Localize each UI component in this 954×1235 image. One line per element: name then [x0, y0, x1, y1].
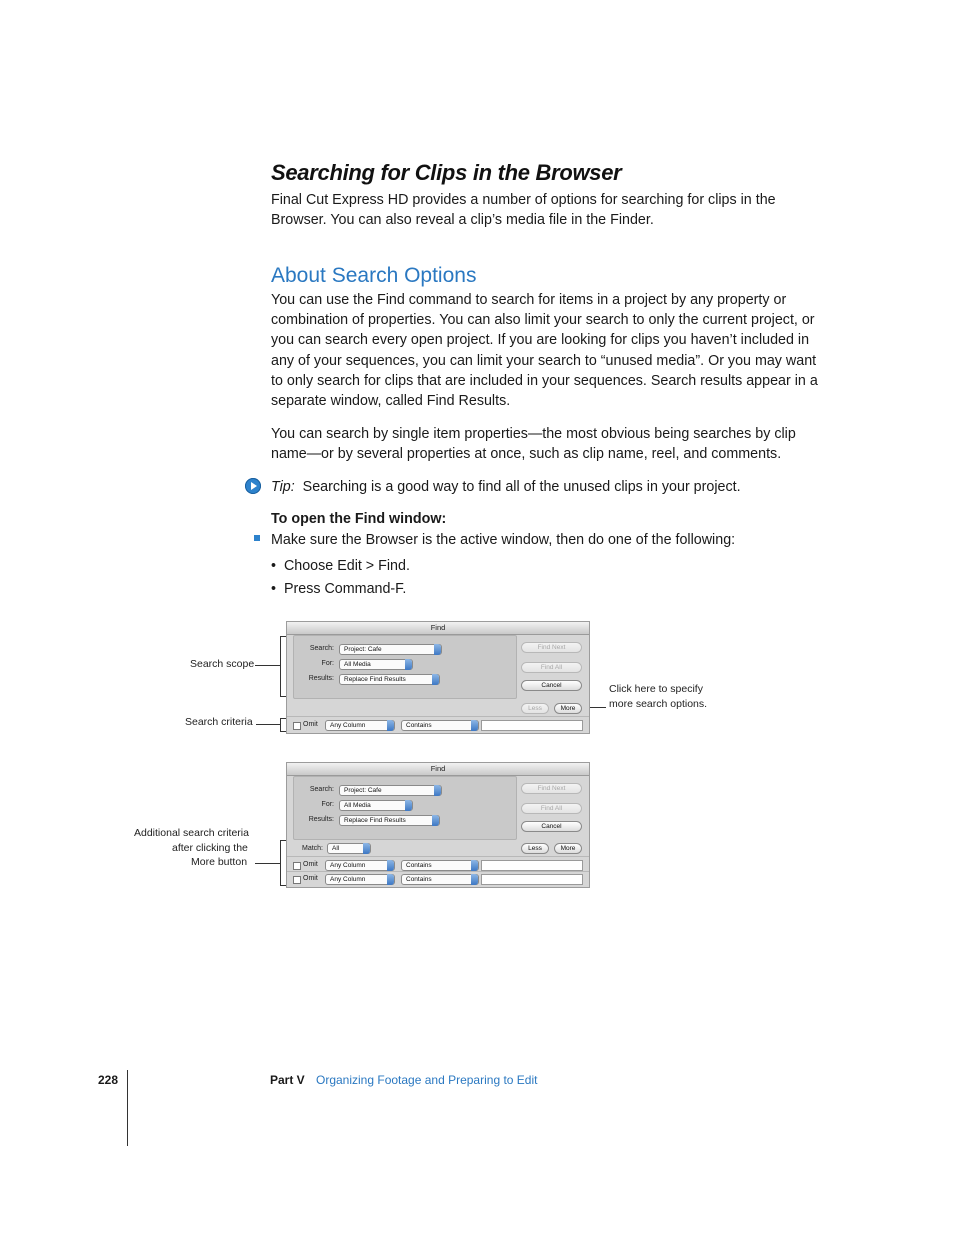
section-intro: Final Cut Express HD provides a number of options for searching for clips in the Browser. You can also reveal a clip’s media file in the Finder. — [271, 192, 776, 229]
search-popup[interactable]: Project: Cafe — [339, 644, 442, 655]
criteria-text-field[interactable] — [481, 720, 583, 731]
contains-popup[interactable]: Contains — [401, 720, 479, 731]
separator — [287, 716, 589, 717]
search-popup[interactable]: Project: Cafe — [339, 785, 442, 796]
callout-more-line2: more search options. — [609, 698, 708, 710]
separator — [287, 871, 589, 872]
footer-rule — [127, 1070, 128, 1146]
subsection-title: About Search Options — [271, 264, 477, 287]
for-popup[interactable]: All Media — [339, 800, 413, 811]
more-button[interactable]: More — [554, 703, 582, 714]
search-label: Search: — [309, 645, 334, 652]
contains-popup[interactable]: Contains — [401, 860, 479, 871]
subsection-paragraph-2: You can search by single item properties—the most obvious being searches by clip name—or by several properties at once, such as clip name, reel, and comments. — [271, 426, 796, 463]
criteria-text-field[interactable] — [481, 874, 583, 885]
callout-line — [255, 665, 280, 666]
find-next-button[interactable]: Find Next — [521, 642, 582, 653]
column-popup[interactable]: Any Column — [325, 874, 395, 885]
option-text: Press Command-F. — [283, 581, 407, 597]
callout-line — [256, 724, 280, 725]
cancel-button[interactable]: Cancel — [521, 680, 582, 691]
search-scope-group — [293, 776, 517, 840]
callout-additional-line3: More button — [191, 856, 248, 868]
omit-checkbox[interactable] — [293, 862, 301, 870]
procedure-option-2: • Press Command-F. — [271, 581, 407, 597]
tip-text: Searching is a good way to find all of the unused clips in your project. — [302, 479, 741, 495]
tip — [271, 477, 831, 497]
procedure-option-1: • Choose Edit > Find. — [271, 558, 410, 574]
omit-label: Omit — [303, 721, 318, 728]
omit-label: Omit — [303, 861, 318, 868]
omit-checkbox[interactable] — [293, 722, 301, 730]
less-button[interactable]: Less — [521, 703, 549, 714]
section-title: Searching for Clips in the Browser — [271, 160, 622, 185]
callout-additional-line2: after clicking the — [172, 842, 248, 854]
search-scope-group — [293, 635, 517, 699]
less-button[interactable]: Less — [521, 843, 549, 854]
find-window-expanded — [286, 762, 590, 888]
find-all-button[interactable]: Find All — [521, 662, 582, 673]
for-label: For: — [321, 801, 334, 808]
bullet-square-icon — [254, 535, 260, 541]
callout-line — [255, 863, 280, 864]
results-label: Results: — [308, 675, 334, 682]
find-window-basic — [286, 621, 590, 734]
omit-label: Omit — [303, 875, 318, 882]
column-popup[interactable]: Any Column — [325, 860, 395, 871]
tip-label: Tip: — [271, 479, 295, 495]
results-label: Results: — [308, 816, 334, 823]
part-title: Organizing Footage and Preparing to Edit — [316, 1073, 538, 1087]
column-popup[interactable]: Any Column — [325, 720, 395, 731]
subsection-paragraph-1: You can use the Find command to search for items in a project by any property or combination of properties. You can also limit your search to only the current project, or you can search every open project. If you are looking for clips you haven’t included in any of your sequences, you can limit your search to “unused media”. Or you may want to only search for clips that are included in your sequences. Search results appear in a separate window, called Find Results. — [271, 292, 818, 410]
results-popup[interactable]: Replace Find Results — [339, 815, 440, 826]
callout-more-line1: Click here to specify — [609, 683, 703, 695]
window-title: Find — [287, 763, 589, 776]
find-next-button[interactable]: Find Next — [521, 783, 582, 794]
separator — [287, 856, 589, 857]
more-button[interactable]: More — [554, 843, 582, 854]
for-popup[interactable]: All Media — [339, 659, 413, 670]
results-popup[interactable]: Replace Find Results — [339, 674, 440, 685]
procedure-step: Make sure the Browser is the active window, then do one of the following: — [271, 532, 736, 548]
procedure-heading: To open the Find window: — [271, 511, 447, 527]
criteria-text-field[interactable] — [481, 860, 583, 871]
contains-popup[interactable]: Contains — [401, 874, 479, 885]
search-label: Search: — [309, 786, 334, 793]
match-popup[interactable]: All — [327, 843, 371, 854]
callout-search-scope: Search scope — [190, 658, 255, 670]
part-label: Part V — [270, 1073, 305, 1087]
omit-checkbox[interactable] — [293, 876, 301, 884]
page-number: 228 — [98, 1073, 119, 1087]
callout-search-criteria: Search criteria — [185, 716, 253, 728]
window-title: Find — [287, 622, 589, 635]
option-text: Choose Edit > Find. — [283, 558, 410, 574]
match-label: Match: — [301, 845, 323, 852]
cancel-button[interactable]: Cancel — [521, 821, 582, 832]
tip-arrow-icon — [245, 478, 261, 494]
find-all-button[interactable]: Find All — [521, 803, 582, 814]
callout-additional-line1: Additional search criteria — [134, 827, 249, 839]
for-label: For: — [321, 660, 334, 667]
